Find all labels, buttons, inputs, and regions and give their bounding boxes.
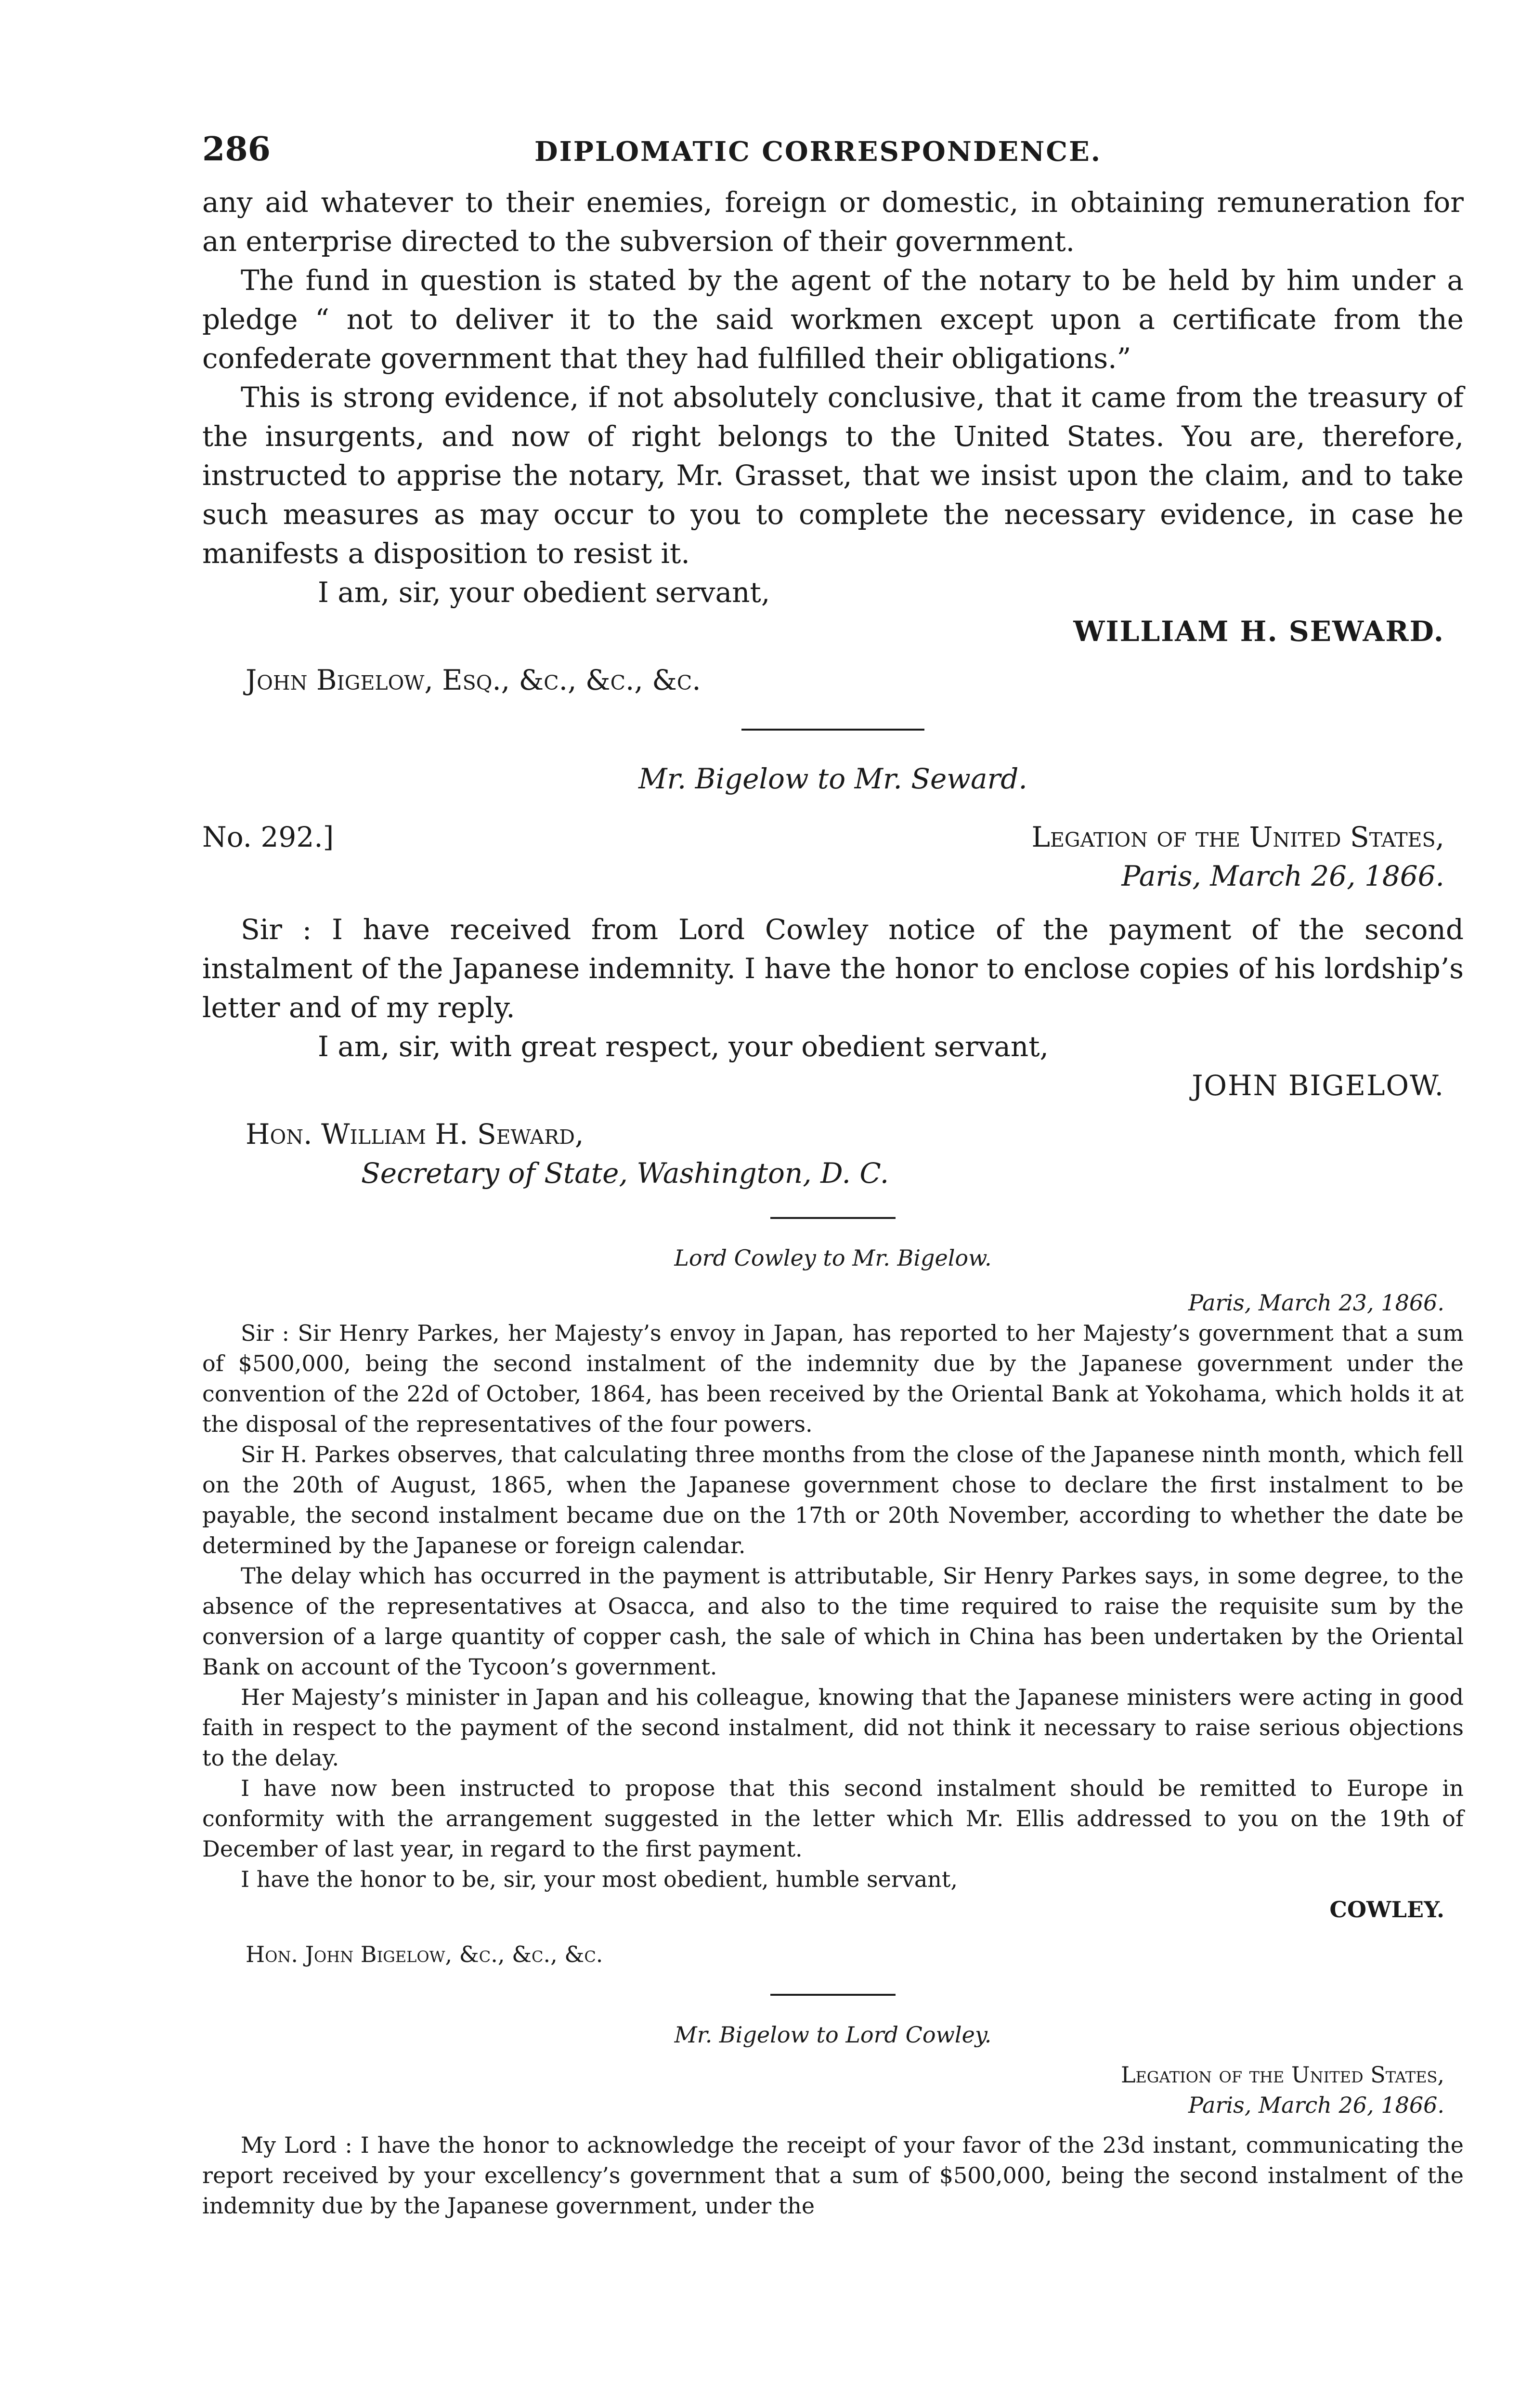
paragraph: This is strong evidence, if not absolutely conclusive, that it came from the treasury of the insurgents, and now of right belongs to the United States. You are, therefore, instructed to apprise the notary, Mr. Grasset, that we insist upon the claim, and to take such measures as may occur to you to complete the necessary evidence, in case he manifests a disposition to resist it. bbox=[202, 381, 1464, 570]
section-divider bbox=[770, 1217, 896, 1219]
closing-line: I have the honor to be, sir, your most obedient, humble servant, bbox=[241, 1866, 958, 1892]
running-head: DIPLOMATIC CORRESPONDENCE. bbox=[534, 136, 1102, 168]
letter-date: Paris, March 23, 1866. bbox=[1188, 1290, 1444, 1316]
dispatch-number: No. 292.] bbox=[202, 821, 334, 853]
addressee-title: Secretary of State, Washington, D. C. bbox=[361, 1157, 889, 1190]
paragraph: Her Majesty’s minister in Japan and his colleague, knowing that the Japanese ministers were acting in good faith in respect to the payment of the second instalment, did not think it necessary to raise serious objections to the delay. bbox=[202, 1684, 1464, 1771]
letter-seward-continuation bbox=[202, 183, 1464, 700]
paragraph: Sir : Sir Henry Parkes, her Majesty’s envoy in Japan, has reported to her Majesty’s government that a sum of $500,000, being the second instalment of the indemnity due by the Japanese government under the convention of the 22d of October, 1864, has been received by the Oriental Bank at Yokohama, which holds it at the disposal of the representatives of the four powers. bbox=[202, 1320, 1464, 1437]
letter-title: Mr. Bigelow to Lord Cowley. bbox=[674, 2022, 992, 2048]
section-divider bbox=[741, 729, 924, 731]
paragraph: My Lord : I have the honor to acknowledge the receipt of your favor of the 23d instant, communicating the report received by your excellency’s government that a sum of $500,000, being the second instalment of the indemnity due by the Japanese government, under the bbox=[202, 2132, 1464, 2219]
paragraph: any aid whatever to their enemies, foreign or domestic, in obtaining remuneration for an enterprise directed to the subversion of their government. bbox=[202, 186, 1464, 258]
paragraph: I have now been instructed to propose that this second instalment should be remitted to Europe in conformity with the arrangement suggested in the letter which Mr. Ellis addressed to you on the 19th of December of last year, in regard to the first payment. bbox=[202, 1775, 1464, 1862]
letter-date: Paris, March 26, 1866. bbox=[1121, 860, 1444, 892]
closing-line: I am, sir, your obedient servant, bbox=[318, 576, 770, 609]
signature: WILLIAM H. SEWARD. bbox=[1073, 615, 1444, 648]
letter-date: Paris, March 26, 1866. bbox=[1188, 2092, 1444, 2118]
letter-cowley-to-bigelow bbox=[202, 1243, 1464, 1970]
addressee: Hon. John Bigelow, &c., &c., &c. bbox=[246, 1941, 603, 1967]
addressee: John Bigelow, Esq., &c., &c., &c. bbox=[246, 664, 701, 696]
letter-heading-row bbox=[202, 818, 1464, 857]
legation-line: Legation of the United States, bbox=[1031, 821, 1444, 853]
paragraph: Sir : I have received from Lord Cowley notice of the payment of the second instalment of the Japanese indemnity. I have the honor to enclose copies of his lordship’s letter and of my reply. bbox=[202, 913, 1464, 1024]
signature: JOHN BIGELOW. bbox=[1192, 1069, 1444, 1102]
letter-bigelow-to-seward bbox=[202, 759, 1464, 1193]
signature: COWLEY. bbox=[1329, 1897, 1444, 1923]
letter-title: Mr. Bigelow to Mr. Seward. bbox=[638, 762, 1027, 795]
addressee: Hon. William H. Seward, bbox=[246, 1118, 584, 1151]
closing-line: I am, sir, with great respect, your obedient servant, bbox=[318, 1030, 1049, 1063]
document-page bbox=[202, 130, 1464, 2221]
letter-bigelow-to-cowley bbox=[202, 2020, 1464, 2221]
paragraph: The fund in question is stated by the agent of the notary to be held by him under a pledge “ not to deliver it to the said workmen except upon a certificate from the confederate government that they had fulfilled their obligations.” bbox=[202, 264, 1464, 375]
page-header bbox=[202, 130, 1464, 183]
letter-title: Lord Cowley to Mr. Bigelow. bbox=[674, 1245, 992, 1271]
section-divider bbox=[770, 1994, 896, 1996]
page-number: 286 bbox=[202, 130, 271, 169]
legation-line: Legation of the United States, bbox=[1120, 2062, 1444, 2088]
paragraph: Sir H. Parkes observes, that calculating three months from the close of the Japanese ninth month, which fell on the 20th of August, 1865, when the Japanese government chose to declare the first instalment to be payable, the second instalment became due on the 17th or 20th November, according to whether the date be determined by the Japanese or foreign calendar. bbox=[202, 1441, 1464, 1558]
paragraph: The delay which has occurred in the payment is attributable, Sir Henry Parkes says, in some degree, to the absence of the representatives at Osacca, and also to the time required to raise the requisite sum by the conversion of a large quantity of copper cash, the sale of which in China has been undertaken by the Oriental Bank on account of the Tycoon’s government. bbox=[202, 1563, 1464, 1680]
